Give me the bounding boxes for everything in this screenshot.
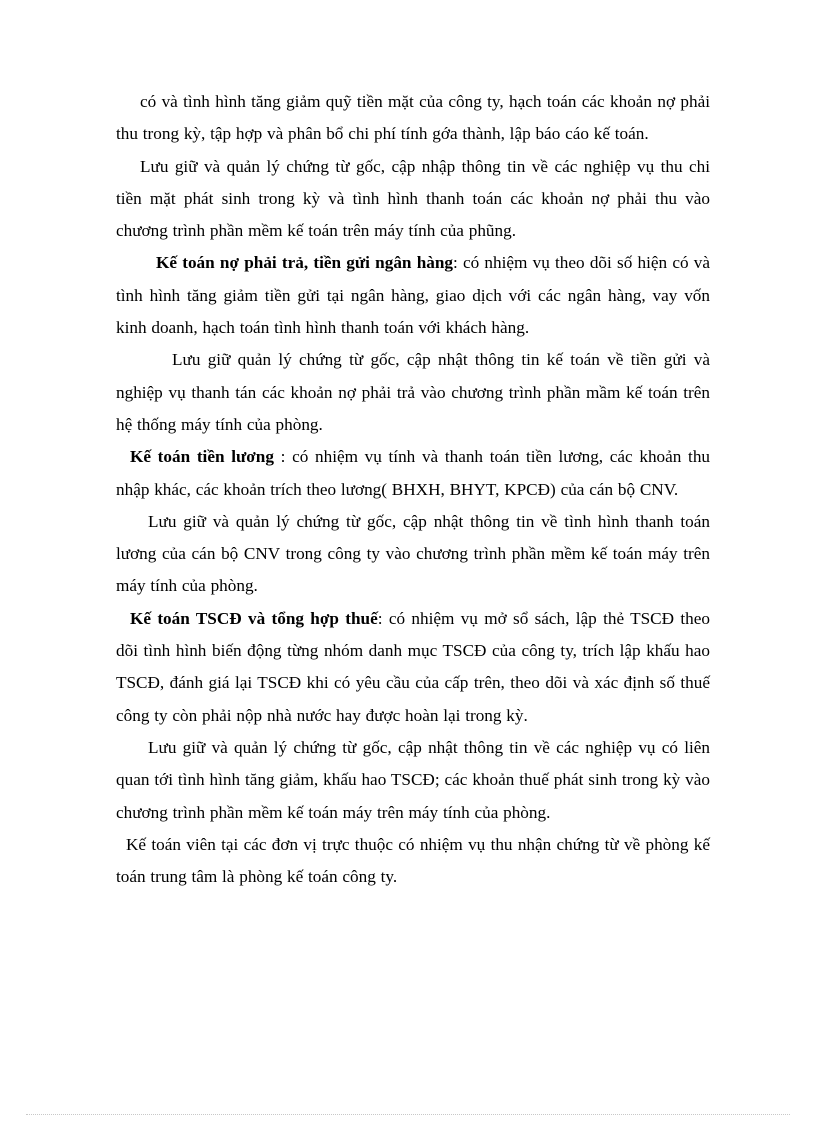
paragraph-cash-document-storage <box>116 151 710 248</box>
paragraph-heading: Kế toán tiền lương <box>130 447 274 467</box>
paragraph-text: : có nhiệm vụ mở sổ sách, lập thẻ TSCĐ theo dõi tình hình biến động từng nhóm danh mục TSCĐ của công ty, trích lập khấu hao TSCĐ, đánh giá lại TSCĐ khi có yêu cầu của cấp trên, theo dõi và xác định số thuế công ty còn phải nộp nhà nước hay được hoàn lại trong kỳ. <box>116 608 710 725</box>
paragraph-payables-bank-accounting <box>116 247 710 344</box>
paragraph-text: : có nhiệm vụ theo dõi số hiện có và tình hình tăng giảm tiền gửi tại ngân hàng, giao dịch với các ngân hàng, vay vốn kinh doanh, hạch toán tình hình thanh toán với khách hàng. <box>116 253 710 338</box>
paragraph-payroll-document-storage <box>116 506 710 603</box>
paragraph-fixed-assets-document-storage <box>116 732 710 829</box>
document-page <box>116 86 710 893</box>
paragraph-heading: Kế toán nợ phải trả, tiền gửi ngân hàng <box>156 253 453 273</box>
paragraph-payroll-accounting <box>116 441 710 506</box>
paragraph-text: Lưu giữ và quản lý chứng từ gốc, cập nhật thông tin về tình hình thanh toán lương của cán bộ CNV trong công ty vào chương trình phần mềm kế toán máy trên máy tính của phòng. <box>116 511 710 596</box>
paragraph-cash-accounting-continued <box>116 86 710 151</box>
paragraph-text: Kế toán viên tại các đơn vị trực thuộc có nhiệm vụ thu nhận chứng từ về phòng kế toán trung tâm là phòng kế toán công ty. <box>116 834 710 887</box>
paragraph-bank-document-storage <box>116 344 710 441</box>
paragraph-unit-accountants <box>116 829 710 894</box>
paragraph-text: Lưu giữ và quản lý chứng từ gốc, cập nhập thông tin về các nghiệp vụ thu chi tiền mặt phát sinh trong kỳ và tình hình thanh toán các khoản nợ phải thu vào chương trình phần mềm kế toán trên máy tính của phũng. <box>116 156 710 241</box>
paragraph-text: Lưu giữ quản lý chứng từ gốc, cập nhật thông tin kế toán về tiền gửi và nghiệp vụ thanh tán các khoản nợ phải trả vào chương trình phần mầm kế toán trên hệ thống máy tính của phòng. <box>116 350 710 434</box>
paragraph-text: có và tình hình tăng giảm quỹ tiền mặt của công ty, hạch toán các khoản nợ phải thu trong kỳ, tập hợp và phân bổ chi phí tính gớa thành, lập báo cáo kế toán. <box>116 92 710 144</box>
paragraph-text: Lưu giữ và quản lý chứng từ gốc, cập nhật thông tin về các nghiệp vụ có liên quan tới tình hình tăng giảm, khấu hao TSCĐ; các khoản thuế phát sinh trong kỳ vào chương trình phần mềm kế toán máy trên máy tính của phòng. <box>116 737 710 822</box>
paragraph-text: : có nhiệm vụ tính và thanh toán tiền lương, các khoản thu nhập khác, các khoản trích theo lương( BHXH, BHYT, KPCĐ) của cán bộ CNV. <box>116 447 711 499</box>
page-bottom-dotted-rule <box>26 1114 790 1115</box>
paragraph-heading: Kế toán TSCĐ và tổng hợp thuế <box>130 608 378 628</box>
paragraph-fixed-assets-tax-accounting <box>116 603 710 732</box>
